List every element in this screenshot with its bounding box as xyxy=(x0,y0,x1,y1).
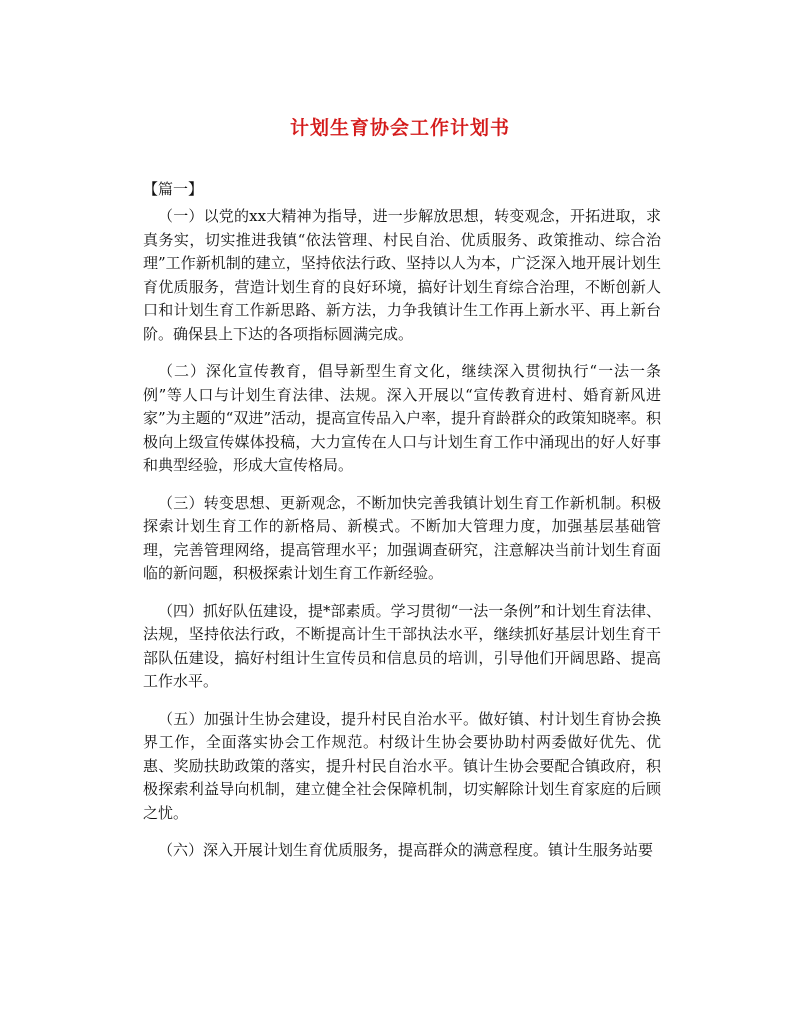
section-label: 【篇一】 xyxy=(143,180,204,198)
paragraph-2: （二）深化宣传教育，倡导新型生育文化，继续深入贯彻执行“一法一条例”等人口与计划生育法律、法规。深入开展以“宣传教育进村、婚育新风进家”为主题的“双进”活动，提高宣传品入户率，提升育龄群众的政策知晓率。积极向上级宣传媒体投稿，大力宣传在人口与计划生育工作中涌现出的好人好事和典型经验，形成大宣传格局。 xyxy=(143,362,662,474)
paragraph-6: （六）深入开展计划生育优质服务，提高群众的满意程度。镇计生服务站要 xyxy=(158,841,654,859)
paragraph-5: （五）加强计生协会建设，提升村民自治水平。做好镇、村计划生育协会换界工作，全面落实协会工作规范。村级计生协会要协助村两委做好优先、优惠、奖励扶助政策的落实，提升村民自治水平。镇计生协会要配合镇政府，积极探索利益导向机制，建立健全社会保障机制，切实解除计划生育家庭的后顾之忧。 xyxy=(143,709,661,822)
document-body xyxy=(143,205,661,877)
paragraph-3: （三）转变思想、更新观念，不断加快完善我镇计划生育工作新机制。积极探索计划生育工作的新格局、新模式。不断加大管理力度，加强基层基础管理，完善管理网络，提高管理水平；加强调查研究，注意解决当前计划生育面临的新问题，积极探索计划生育工作新经验。 xyxy=(143,493,661,582)
document-title: 计划生育协会工作计划书 xyxy=(289,117,510,139)
paragraph-4: （四）抓好队伍建设，提*部素质。学习贯彻“一法一条例”和计划生育法律、法规，坚持依法行政，不断提高计生干部执法水平，继续抓好基层计划生育干部队伍建设，搞好村组计生宣传员和信息员的培训，引导他们开阔思路、提高工作水平。 xyxy=(143,601,661,690)
paragraph-1: （一）以党的xx大精神为指导，进一步解放思想，转变观念，开拓进取，求真务实，切实推进我镇“依法管理、村民自治、优质服务、政策推动、综合治理”工作新机制的建立，坚持依法行政、坚持以人为本，广泛深入地开展计划生育优质服务，营造计划生育的良好环境，搞好计划生育综合治理，不断创新人口和计划生育工作新思路、新方法，力争我镇计生工作再上新水平、再上新台阶。确保县上下达的各项指标圆满完成。 xyxy=(143,207,661,343)
